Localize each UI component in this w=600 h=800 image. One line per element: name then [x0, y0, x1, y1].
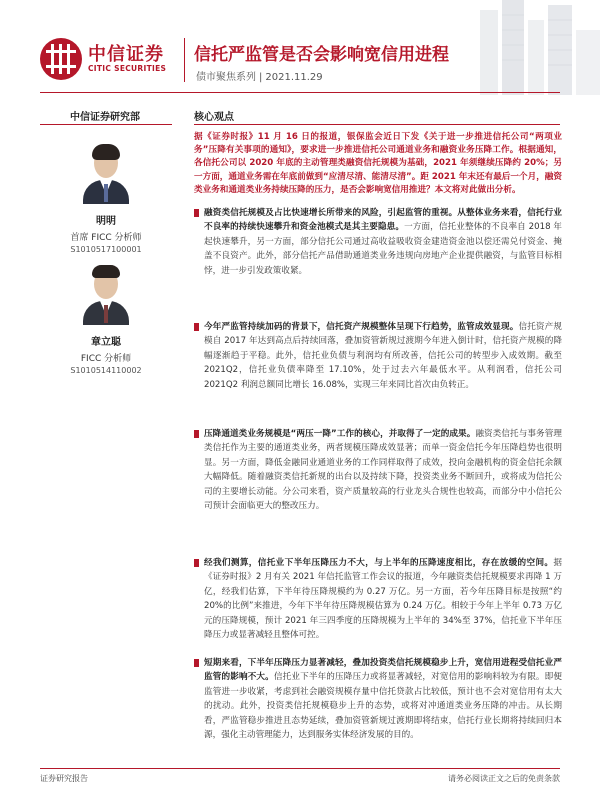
logo-chinese-name: 中信证券: [88, 44, 164, 65]
core-rule: [194, 124, 560, 125]
dept-rule: [40, 124, 172, 125]
key-point-lead: 今年严监管持续加码的背景下，信托资产规模整体呈现下行趋势，监管成效显现。: [204, 322, 519, 332]
analyst-card: [40, 142, 172, 254]
intro-paragraph: 据《证券时报》11 月 16 日的报道，银保监会近日下发《关于进一步推进信托公司“两项业务”压降有关事项的通知》，要求进一步推进信托公司通道业务和融资业务压降工作。根据通知，各信托公司以 2020 年底的主动管理类融资信托规模为基础，2021 年须继续压降约 20%；另一方面，通道业务需在年底前做到“应清尽清、能清尽清”。距 2021 年末还有最后一个月，融资类业务和通道类业务持续压降的压力，是否会影响宽信用推进？本文将对此做出分析。: [194, 132, 562, 195]
analyst-title: FICC 分析师: [80, 354, 132, 364]
analyst-photo: [81, 263, 131, 325]
analyst-id: S1010517100001: [70, 245, 142, 254]
footer-rule: [40, 768, 560, 769]
key-point: [194, 656, 562, 742]
key-point-body: 信托资产规模自 2017 年达到高点后持续回落，叠加资管新规过渡期今年进入倒计时，信托资产规模的降幅逐渐趋于平稳。此外，信托业负债与利润均有所改善，信托公司的转型步入成效期。截至 2021Q2，信托业负债率降至 17.10%，处于过去六年最低水平。从利润看，信托公司 2021Q2 利润总额同比增长 16.08%，实现三年来同比首次由负转正。: [204, 322, 562, 390]
bullet-marker-icon: [194, 659, 199, 667]
key-point: [194, 206, 562, 278]
citic-logo-icon: [40, 38, 82, 80]
series-separator: |: [259, 72, 263, 83]
key-point-body: 据《证券时报》2 月有关 2021 年信托监管工作会议的报道，今年融资类信托规模要求再降 1 万亿，经我们估算，下半年待压降规模约为 0.27 万亿。另一方面，若今年压降目标是按照“约 20%的比例”来推进，今年下半年待压降规模估算为 0.24 万亿。相较于今年上半年 0.73 万亿元的压降规模，预计 2021 年三四季度的压降规模为上半年的 34%至 37%，信托业下半年压降压力或显著减轻且整体可控。: [204, 558, 562, 641]
building-decoration: [460, 0, 600, 95]
key-point-lead: 短期来看，下半年压降压力显著减轻，叠加投资类信托规模稳步上升，宽信用进程受信托业严监管的影响不大。: [204, 658, 562, 683]
key-point-lead: 融资类信托规模及占比快速增长所带来的风险，引起监管的重视。从整体业务来看，信托行业不良率的持续快速攀升和资金池模式是其主要隐患。: [204, 208, 562, 233]
bullet-marker-icon: [194, 559, 199, 567]
report-title: 信托严监管是否会影响宽信用进程: [194, 45, 449, 65]
analyst-name: 明明: [96, 216, 116, 227]
header-rule: [40, 92, 560, 93]
bullet-marker-icon: [194, 430, 199, 438]
analyst-title: 首席 FICC 分析师: [70, 233, 142, 243]
logo-english-name: CITIC SECURITIES: [88, 64, 167, 73]
analyst-card: [40, 263, 172, 375]
bullet-marker-icon: [194, 323, 199, 331]
key-point-lead: 经我们测算，信托业下半年压降压力不大，与上半年的压降速度相比，存在放缓的空间。: [204, 558, 554, 568]
key-point-lead: 压降通道类业务规模是“两压一降”工作的核心，并取得了一定的成果。: [204, 429, 476, 439]
header-divider: [184, 38, 185, 82]
footer-report-type: 证券研究报告: [40, 774, 88, 783]
research-dept: 中信证券研究部: [70, 112, 140, 123]
core-views-heading: 核心观点: [194, 112, 234, 123]
key-point: [194, 320, 562, 392]
footer-disclaimer: 请务必阅读正文之后的免责条款: [448, 774, 560, 783]
analyst-id: S1010514110002: [70, 366, 142, 375]
series-line: [196, 68, 323, 83]
bullet-marker-icon: [194, 209, 199, 217]
analyst-name: 章立聪: [91, 337, 121, 348]
series-name: 债市聚焦系列: [196, 72, 256, 83]
key-point-body: 信托业下半年的压降压力或将显著减轻，对宽信用的影响料较为有限。即便监管进一步收紧，考虑到社会融资规模存量中信托贷款占比较低，预计也不会对宽信用有太大的扰动。此外，投资类信托规模稳步上升的态势，或将对冲通道类业务压降的冲击。从长期看，严监管稳步推进且态势延续，叠加资管新规过渡期即将结束，信托行业长期将持续回归本源，强化主动管理能力，达到服务实体经济发展的目的。: [204, 672, 562, 741]
key-point: [194, 556, 562, 642]
key-point-body: 一方面，信托业整体的不良率自 2018 年起快速攀升，另一方面，部分信托公司通过高收益吸收资金建造资金池以偿还需兑付资金、掩盖不良资产。此外，部分信托产品借助通道类业务违规向房地产企业提供融资，与监管目标相悖，进一步引发政策收紧。: [204, 222, 562, 276]
report-date: 2021.11.29: [265, 72, 323, 83]
analyst-photo: [81, 142, 131, 204]
key-point: [194, 427, 562, 513]
key-point-body: 融资类信托与事务管理类信托作为主要的通道类业务，两者规模压降成效显著；而单一资金信托今年压降趋势也很明显。另一方面，降低金融同业通道业务的工作同样取得了成效，投向金融机构的资金信托余额大幅降低。随着融资类信托新规的出台以及持续下降，投资类业务不断回升，或将成为信托公司的主要增长动能。分公司来看，资产质量较高的行业龙头合规性也较高，而部分中小信托公司预计会面临更大的整改压力。: [204, 429, 562, 512]
